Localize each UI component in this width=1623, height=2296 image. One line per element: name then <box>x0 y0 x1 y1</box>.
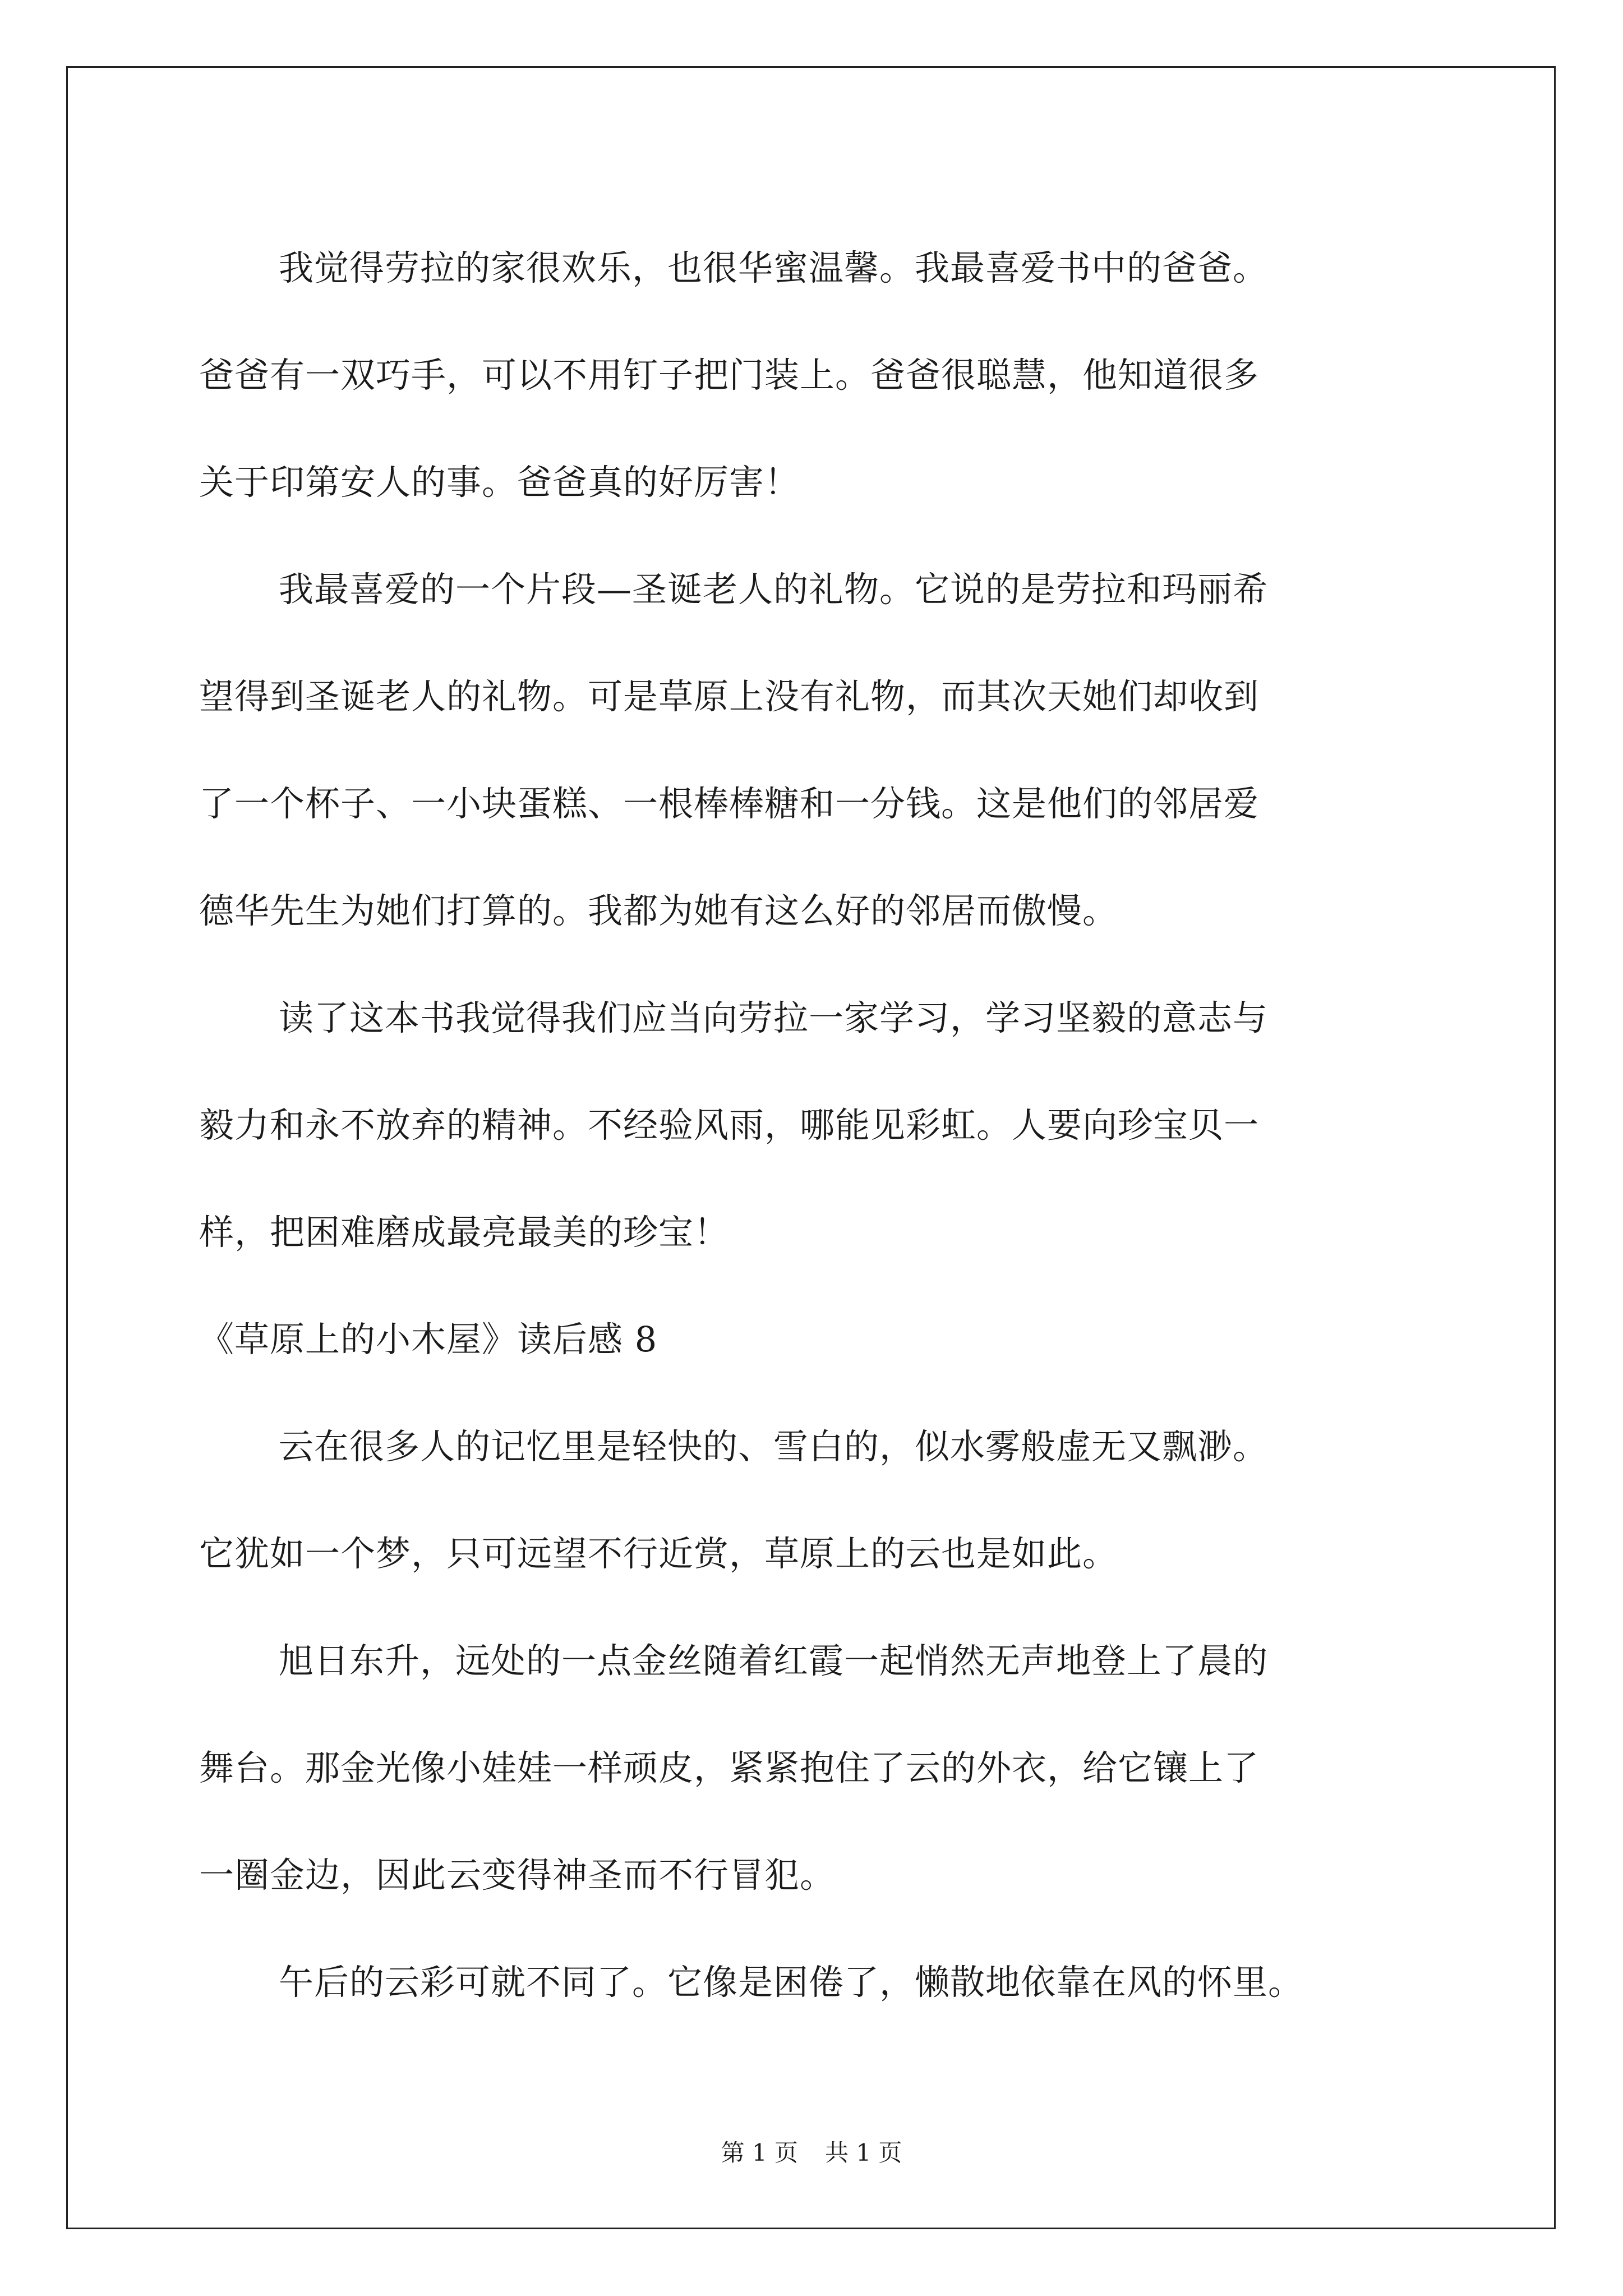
paragraph-line: 了一个杯子、一小块蛋糕、一根棒棒糖和一分钱。这是他们的邻居爱 <box>199 783 1260 824</box>
paragraph-line: 我最喜爱的一个片段—圣诞老人的礼物。它说的是劳拉和玛丽希 <box>279 569 1269 610</box>
paragraph-line: 样，把困难磨成最亮最美的珍宝！ <box>199 1212 730 1253</box>
section-heading: 《草原上的小木屋》读后感 8 <box>199 1319 658 1360</box>
page-footer <box>0 2136 1623 2170</box>
paragraph-line: 云在很多人的记忆里是轻快的、雪白的，似水雾般虚无又飘渺。 <box>279 1426 1269 1467</box>
document-body <box>199 214 1422 2036</box>
page-total: 共 1 页 <box>825 2139 902 2166</box>
page-number: 第 1 页 <box>721 2139 798 2166</box>
paragraph-line: 舞台。那金光像小娃娃一样顽皮，紧紧抱住了云的外衣，给它镶上了 <box>199 1747 1260 1788</box>
paragraph-line: 毅力和永不放弃的精神。不经验风雨，哪能见彩虹。人要向珍宝贝一 <box>199 1105 1260 1145</box>
paragraph-line: 一圈金边，因此云变得神圣而不行冒犯。 <box>199 1855 836 1895</box>
paragraph-line: 旭日东升，远处的一点金丝随着红霞一起悄然无声地登上了晨的 <box>279 1640 1269 1681</box>
paragraph-line: 德华先生为她们打算的。我都为她有这么好的邻居而傲慢。 <box>199 890 1118 931</box>
paragraph-line: 它犹如一个梦，只可远望不行近赏，草原上的云也是如此。 <box>199 1533 1118 1574</box>
paragraph-line: 午后的云彩可就不同了。它像是困倦了，懒散地依靠在风的怀里。 <box>279 1962 1304 2003</box>
paragraph-line: 读了这本书我觉得我们应当向劳拉一家学习，学习坚毅的意志与 <box>279 997 1269 1038</box>
paragraph-line: 关于印第安人的事。爸爸真的好厉害！ <box>199 462 800 503</box>
paragraph-line: 望得到圣诞老人的礼物。可是草原上没有礼物，而其次天她们却收到 <box>199 676 1260 717</box>
paragraph-line: 爸爸有一双巧手，可以不用钉子把门装上。爸爸很聪慧，他知道很多 <box>199 355 1260 395</box>
paragraph-line: 我觉得劳拉的家很欢乐，也很华蜜温馨。我最喜爱书中的爸爸。 <box>279 247 1269 288</box>
